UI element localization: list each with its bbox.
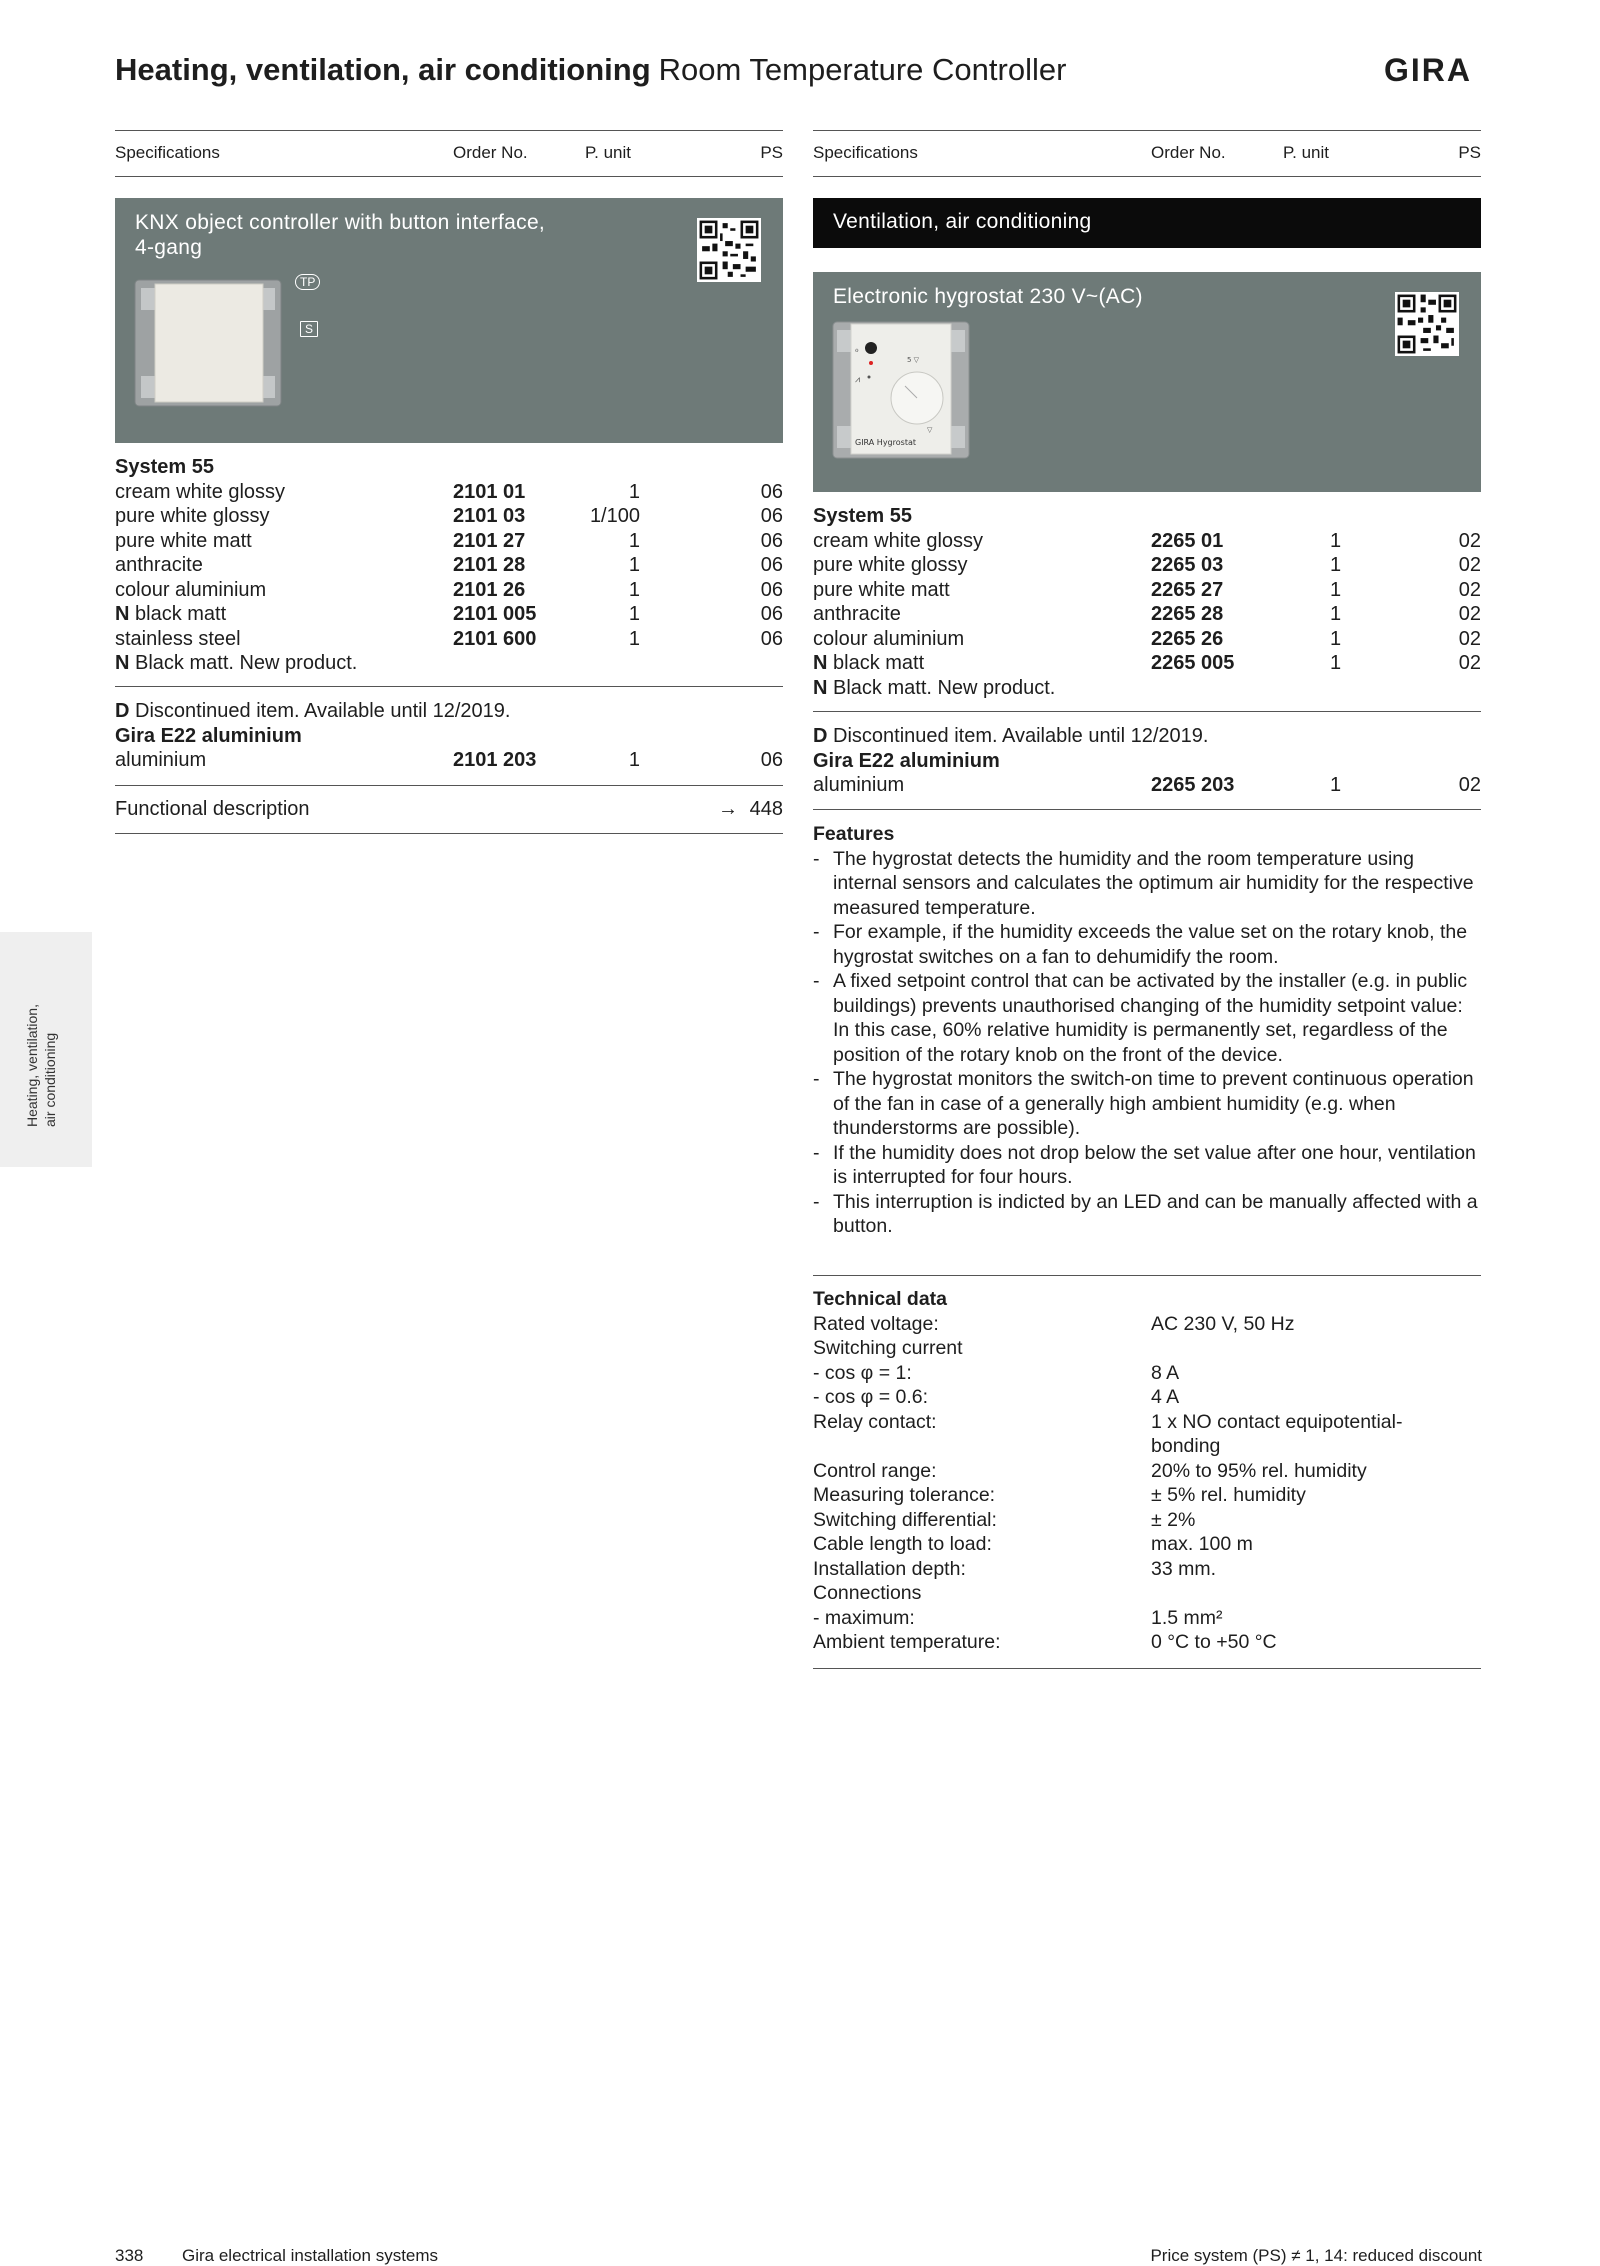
list-item: - The hygrostat monitors the switch-on time to prevent continuous operation of the fan in case of a generally high ambient humidity (e.g. when thunderstorms are possible). — [813, 1068, 1474, 1139]
row-unit: 1 — [628, 749, 640, 771]
row-unit: 1 — [1330, 774, 1342, 796]
row-name: aluminium — [115, 749, 207, 771]
functional-page-ref: 448 — [749, 798, 783, 820]
list-item: - If the humidity does not drop below the set value after one hour, ventilation is interrupted for four hours. — [813, 1141, 1476, 1188]
row-ps: 06 — [760, 529, 783, 552]
product-panel-knx — [115, 198, 783, 443]
functional-description-link[interactable] — [115, 797, 783, 822]
row-name: pure white glossy — [115, 505, 270, 527]
table-row — [115, 627, 783, 652]
table-row — [813, 529, 1481, 554]
panel-title-line2: 4-gang — [135, 236, 203, 259]
s-badge: S — [300, 321, 318, 337]
tech-key: Installation depth: — [813, 1557, 966, 1580]
tech-value: 8 A — [1151, 1361, 1180, 1384]
footer-price-note: Price system (PS) ≠ 1, 14: reduced discount — [1150, 2246, 1482, 2265]
tech-value: 1.5 mm² — [1151, 1606, 1223, 1629]
note-d-text: Discontinued item. Available until 12/2019. — [827, 725, 1209, 747]
e22-heading — [115, 724, 783, 749]
feature-text: For example, if the humidity exceeds the value set on the rotary knob, the hygrostat switches on a fan to dehumidify the room. — [833, 921, 1468, 968]
tech-key: Connections — [813, 1582, 922, 1604]
divider — [813, 711, 1481, 712]
discontinued-note — [115, 699, 783, 724]
table-row — [813, 578, 1481, 603]
row-unit: 1 — [1330, 554, 1342, 576]
tech-value: max. 100 m — [1151, 1533, 1253, 1555]
row-ps: 02 — [1458, 652, 1481, 674]
divider — [115, 785, 783, 786]
row-order-no: 2101 01 — [453, 480, 526, 503]
tech-value: ± 2% — [1151, 1508, 1196, 1531]
divider — [115, 833, 783, 834]
tech-value: 1 x NO contact equipotential- — [1151, 1410, 1403, 1433]
row-order-no: 2265 26 — [1151, 627, 1224, 650]
discontinued-note — [813, 724, 1481, 749]
row-unit: 1 — [1330, 652, 1342, 674]
table-row — [115, 504, 783, 529]
row-order-no: 2265 203 — [1151, 774, 1235, 796]
tech-key: Switching differential: — [813, 1508, 997, 1531]
brand-logo: GIRA — [1384, 52, 1472, 88]
note-n-marker: N — [115, 652, 130, 674]
table-row — [115, 529, 783, 554]
tech-key: Measuring tolerance: — [813, 1484, 996, 1506]
svg-text:⩘: ⩘ — [855, 375, 861, 385]
spec-header-left — [115, 130, 783, 177]
tech-value: ± 5% rel. humidity — [1151, 1484, 1306, 1506]
tech-value: 20% to 95% rel. humidity — [1151, 1459, 1367, 1482]
row-unit: 1 — [1330, 603, 1342, 625]
note-d-marker: D — [813, 725, 828, 747]
new-product-marker: N — [813, 652, 828, 674]
features-section — [813, 822, 1481, 1239]
features-heading: Features — [813, 823, 895, 845]
spec-header-right — [813, 130, 1481, 177]
tech-key: - cos φ = 1: — [813, 1361, 912, 1384]
side-tab-line1: Heating, ventilation, — [24, 1004, 40, 1127]
row-unit: 1/100 — [589, 505, 640, 527]
e22-heading-text: Gira E22 aluminium — [813, 749, 1000, 772]
product-panel-hygrostat — [813, 272, 1481, 492]
e22-heading — [813, 749, 1481, 774]
feature-text: A fixed setpoint control that can be activated by the installer (e.g. in public buildings) prevents unauthorised changing of the humidity setpoint value: In this case, 60% relative humidity is permanently set, regardless of the position of the rotary knob on the front of the device. — [833, 970, 1468, 1066]
spec-col-specifications: Specifications — [115, 143, 220, 162]
left-column — [115, 0, 783, 2263]
section-bar-title: Ventilation, air conditioning — [833, 210, 1092, 233]
tech-key: Switching current — [813, 1337, 963, 1359]
row-name-text: black matt — [129, 603, 227, 625]
hygrostat-device-image — [831, 320, 971, 460]
row-order-no: 2265 005 — [1151, 652, 1235, 674]
row-order-no: 2101 03 — [453, 505, 526, 527]
row-order-no: 2265 01 — [1151, 529, 1224, 552]
list-item: - The hygrostat detects the humidity and the room temperature using internal sensors and calculates the optimum air humidity for the respective measured temperature. — [813, 847, 1474, 919]
row-unit: 1 — [1330, 529, 1342, 552]
spec-col-unit: P. unit — [1283, 143, 1330, 162]
spec-col-order: Order No. — [1151, 143, 1226, 162]
feature-text: This interruption is indicted by an LED and can be manually affected with a button. — [833, 1190, 1478, 1237]
row-name: cream white glossy — [115, 480, 286, 503]
divider — [813, 1275, 1481, 1276]
row-name: pure white matt — [813, 578, 950, 601]
feature-text: If the humidity does not drop below the set value after one hour, ventilation is interrupted for four hours. — [833, 1141, 1476, 1188]
row-unit: 1 — [628, 554, 640, 576]
feature-text: The hygrostat monitors the switch-on time to prevent continuous operation of the fan in case of a generally high ambient humidity (e.g. when thunderstorms are possible). — [833, 1068, 1474, 1139]
row-ps: 02 — [1458, 554, 1481, 576]
panel-title-knx — [135, 210, 545, 260]
row-ps: 06 — [760, 627, 783, 650]
svg-text:▽: ▽ — [927, 426, 933, 434]
list-item: - This interruption is indicted by an LED and can be manually affected with a button. — [813, 1190, 1478, 1237]
row-unit: 1 — [628, 627, 640, 650]
arrow-right-icon: → — [718, 798, 738, 820]
list-item: - A fixed setpoint control that can be activated by the installer (e.g. in public buildings) prevents unauthorised changing of the humidity setpoint value: In this case, 60% relative humidity is permanently set, regardless of the position of the rotary knob on the front of the device. — [813, 970, 1468, 1066]
row-ps: 02 — [1458, 774, 1481, 796]
tech-key: Control range: — [813, 1459, 937, 1482]
tech-heading-text: Technical data — [813, 1288, 948, 1310]
section-bar — [813, 198, 1481, 248]
new-product-marker: N — [115, 603, 130, 625]
row-ps: 06 — [760, 480, 783, 503]
row-unit: 1 — [1330, 578, 1342, 601]
side-tab-line2: air conditioning — [42, 1032, 58, 1127]
row-name: stainless steel — [115, 627, 241, 650]
row-ps: 02 — [1458, 603, 1481, 625]
table-row — [813, 627, 1481, 652]
tech-value: 33 mm. — [1151, 1557, 1217, 1580]
row-name: pure white glossy — [813, 554, 968, 576]
row-ps: 06 — [760, 603, 783, 625]
divider — [115, 686, 783, 687]
row-order-no: 2101 27 — [453, 529, 526, 552]
tech-key: Rated voltage: — [813, 1312, 939, 1335]
table-row — [813, 651, 1481, 676]
title-subcategory: Room Temperature Controller — [658, 52, 1067, 87]
row-order-no: 2101 600 — [453, 627, 537, 650]
row-order-no: 2265 28 — [1151, 603, 1224, 625]
row-order-no: 2101 28 — [453, 554, 526, 576]
system-heading — [115, 455, 783, 480]
tech-key: - cos φ = 0.6: — [813, 1386, 929, 1408]
row-ps: 06 — [760, 749, 783, 771]
tech-value: 0 °C to +50 °C — [1151, 1631, 1277, 1653]
spec-col-specifications: Specifications — [813, 143, 918, 162]
panel-title-hygrostat: Electronic hygrostat 230 V~(AC) — [833, 285, 1143, 308]
note-n-marker: N — [813, 676, 828, 699]
table-row — [115, 602, 783, 627]
row-unit: 1 — [628, 603, 640, 625]
row-order-no: 2101 203 — [453, 749, 537, 771]
system-heading — [813, 504, 1481, 529]
row-unit: 1 — [628, 480, 640, 503]
table-row — [115, 553, 783, 578]
table-row — [115, 480, 783, 505]
divider — [813, 1668, 1481, 1669]
row-name: colour aluminium — [115, 578, 267, 601]
side-section-tab[interactable] — [0, 932, 92, 1167]
row-unit: 1 — [628, 529, 640, 552]
e22-heading-text: Gira E22 aluminium — [115, 724, 302, 747]
spec-col-order: Order No. — [453, 143, 528, 162]
tech-key: Relay contact: — [813, 1410, 937, 1433]
row-order-no: 2265 27 — [1151, 578, 1224, 601]
tech-value: AC 230 V, 50 Hz — [1151, 1312, 1295, 1335]
row-name — [115, 602, 226, 627]
tech-value: 4 A — [1151, 1386, 1180, 1408]
new-product-note — [813, 676, 1481, 701]
footer-publication: Gira electrical installation systems — [182, 2246, 439, 2265]
row-name-text: black matt — [827, 652, 925, 674]
device-brand-label: GIRA Hygrostat — [855, 438, 916, 447]
row-name: cream white glossy — [813, 529, 984, 552]
row-ps: 02 — [1458, 578, 1481, 601]
row-order-no: 2265 03 — [1151, 554, 1224, 576]
row-unit: 1 — [628, 578, 640, 601]
tech-key: - maximum: — [813, 1606, 915, 1629]
qr-code-icon — [697, 218, 761, 282]
row-ps: 02 — [1458, 627, 1481, 650]
table-row — [813, 602, 1481, 627]
feature-text: The hygrostat detects the humidity and the room temperature using internal sensors and calculates the optimum air humidity for the respective measured temperature. — [833, 847, 1474, 919]
tech-value: bonding — [1151, 1435, 1221, 1457]
row-order-no: 2101 005 — [453, 603, 537, 625]
row-unit: 1 — [1330, 627, 1342, 650]
qr-code-icon — [1395, 292, 1459, 356]
page-number: 338 — [115, 2246, 144, 2265]
tech-key: Cable length to load: — [813, 1533, 992, 1555]
row-name: aluminium — [813, 774, 905, 796]
row-name — [813, 651, 924, 676]
knx-controller-image — [133, 278, 283, 408]
functional-description-label: Functional description — [115, 798, 310, 820]
right-column — [813, 0, 1481, 2263]
row-name: anthracite — [813, 603, 901, 625]
spec-col-ps: PS — [1458, 143, 1481, 162]
row-name: pure white matt — [115, 529, 252, 552]
spec-col-unit: P. unit — [585, 143, 632, 162]
note-d-marker: D — [115, 700, 130, 722]
divider — [813, 809, 1481, 810]
row-order-no: 2101 26 — [453, 578, 526, 601]
system-heading-text: System 55 — [813, 505, 912, 527]
tech-key: Ambient temperature: — [813, 1631, 1001, 1653]
row-name: anthracite — [115, 554, 203, 576]
system-heading-text: System 55 — [115, 456, 214, 478]
tp-badge: TP — [295, 274, 320, 290]
row-ps: 06 — [760, 505, 783, 527]
spec-col-ps: PS — [760, 143, 783, 162]
svg-text:ℴ: ℴ — [855, 345, 859, 354]
table-row — [813, 553, 1481, 578]
table-row — [115, 748, 783, 773]
note-d-text: Discontinued item. Available until 12/2019. — [129, 700, 511, 722]
new-product-note — [115, 651, 783, 676]
list-item: - For example, if the humidity exceeds the value set on the rotary knob, the hygrostat switches on a fan to dehumidify the room. — [813, 921, 1468, 968]
row-ps: 06 — [760, 554, 783, 576]
table-row — [115, 578, 783, 603]
note-n-text: Black matt. New product. — [827, 676, 1056, 699]
table-row — [813, 773, 1481, 798]
svg-text:5 ▽: 5 ▽ — [907, 356, 920, 364]
panel-title-line1: KNX object controller with button interface, — [135, 211, 546, 234]
row-ps: 06 — [760, 578, 783, 601]
title-category: Heating, ventilation, air conditioning — [115, 52, 651, 87]
note-n-text: Black matt. New product. — [129, 652, 358, 674]
row-name: colour aluminium — [813, 627, 965, 650]
row-ps: 02 — [1458, 529, 1481, 552]
